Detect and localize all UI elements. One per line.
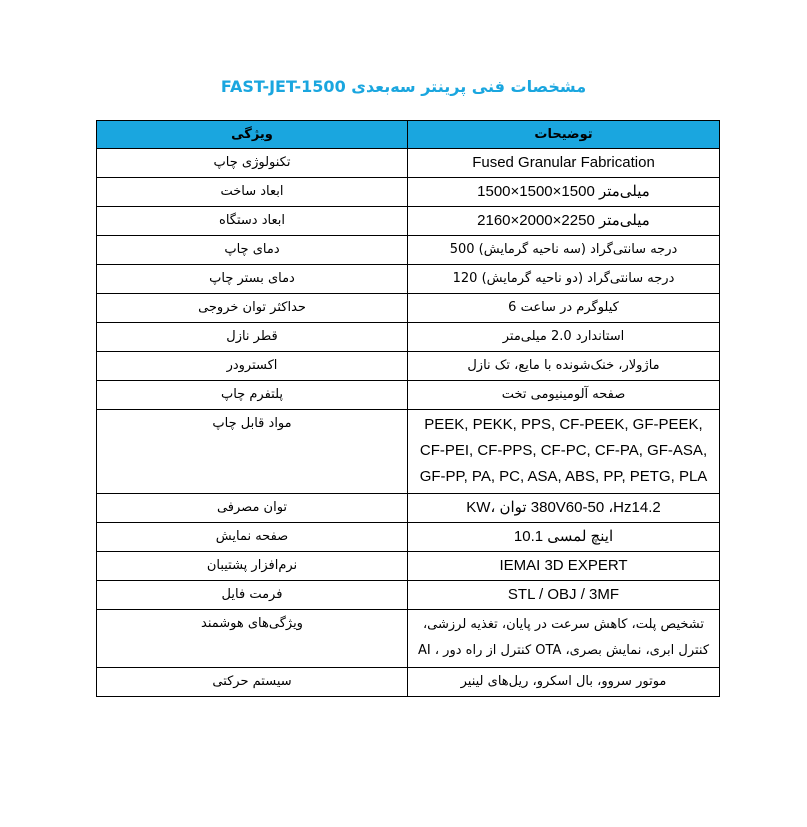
row-feature: مواد قابل چاپ [97, 410, 408, 494]
row-description: کیلوگرم در ساعت 6 [408, 294, 720, 323]
row-feature: سیستم حرکتی [97, 668, 408, 697]
row-description: STL / OBJ / 3MF [408, 581, 720, 610]
table-row [97, 149, 720, 178]
row-description: IEMAI 3D EXPERT [408, 552, 720, 581]
row-description: صفحه آلومینیومی تخت [408, 381, 720, 410]
table-row [97, 265, 720, 294]
row-description: PEEK, PEKK, PPS, CF-PEEK, GF-PEEK, CF-PEI, CF-PPS, CF-PC, CF-PA, GF-ASA, GF-PP, PA, PC, ASA, ABS, PP, PETG, PLA [408, 410, 720, 494]
row-description: Fused Granular Fabrication [408, 149, 720, 178]
row-feature: حداکثر توان خروجی [97, 294, 408, 323]
row-feature: دمای بستر چاپ [97, 265, 408, 294]
row-description: تشخیص پلت، کاهش سرعت در پایان، تغذیه لرزشی، کنترل ابری، نمایش بصری، OTA کنترل از راه دور ، AI [408, 610, 720, 668]
table-row [97, 323, 720, 352]
table-row [97, 581, 720, 610]
table-row [97, 552, 720, 581]
table-row [97, 207, 720, 236]
row-feature: ویژگی‌های هوشمند [97, 610, 408, 668]
table-row [97, 236, 720, 265]
row-description: میلی‌متر 1500×1500×1500 [408, 178, 720, 207]
column-header-description: توضیحات [408, 121, 720, 149]
row-description: درجه سانتی‌گراد (سه ناحیه گرمایش) 500 [408, 236, 720, 265]
row-description: درجه سانتی‌گراد (دو ناحیه گرمایش) 120 [408, 265, 720, 294]
table-row [97, 381, 720, 410]
row-feature: قطر نازل [97, 323, 408, 352]
table-header-row [97, 121, 720, 149]
spec-table [96, 120, 720, 697]
row-description: میلی‌متر 2250×2000×2160 [408, 207, 720, 236]
table-row [97, 410, 720, 494]
table-row [97, 352, 720, 381]
row-description: استاندارد 2.0 میلی‌متر [408, 323, 720, 352]
row-feature: توان مصرفی [97, 494, 408, 523]
table-row [97, 668, 720, 697]
column-header-feature: ویژگی [97, 121, 408, 149]
row-feature: اکسترودر [97, 352, 408, 381]
row-description: 380V60-50 ،Hz14.2 توان ،KW [408, 494, 720, 523]
row-feature: ابعاد ساخت [97, 178, 408, 207]
table-row [97, 523, 720, 552]
row-feature: دمای چاپ [97, 236, 408, 265]
page-title: مشخصات فنی پرینتر سه‌بعدی FAST-JET-1500 [220, 77, 587, 96]
table-row [97, 610, 720, 668]
row-feature: تکنولوژی چاپ [97, 149, 408, 178]
row-feature: نرم‌افزار پشتیبان [97, 552, 408, 581]
row-feature: فرمت فایل [97, 581, 408, 610]
row-feature: پلتفرم چاپ [97, 381, 408, 410]
table-row [97, 178, 720, 207]
table-row [97, 294, 720, 323]
table-row [97, 494, 720, 523]
row-description: اینچ لمسی 10.1 [408, 523, 720, 552]
row-feature: صفحه نمایش [97, 523, 408, 552]
row-description: ماژولار، خنک‌شونده با مایع، تک نازل [408, 352, 720, 381]
row-feature: ابعاد دستگاه [97, 207, 408, 236]
row-description: موتور سروو، بال اسکرو، ریل‌های لینیر [408, 668, 720, 697]
